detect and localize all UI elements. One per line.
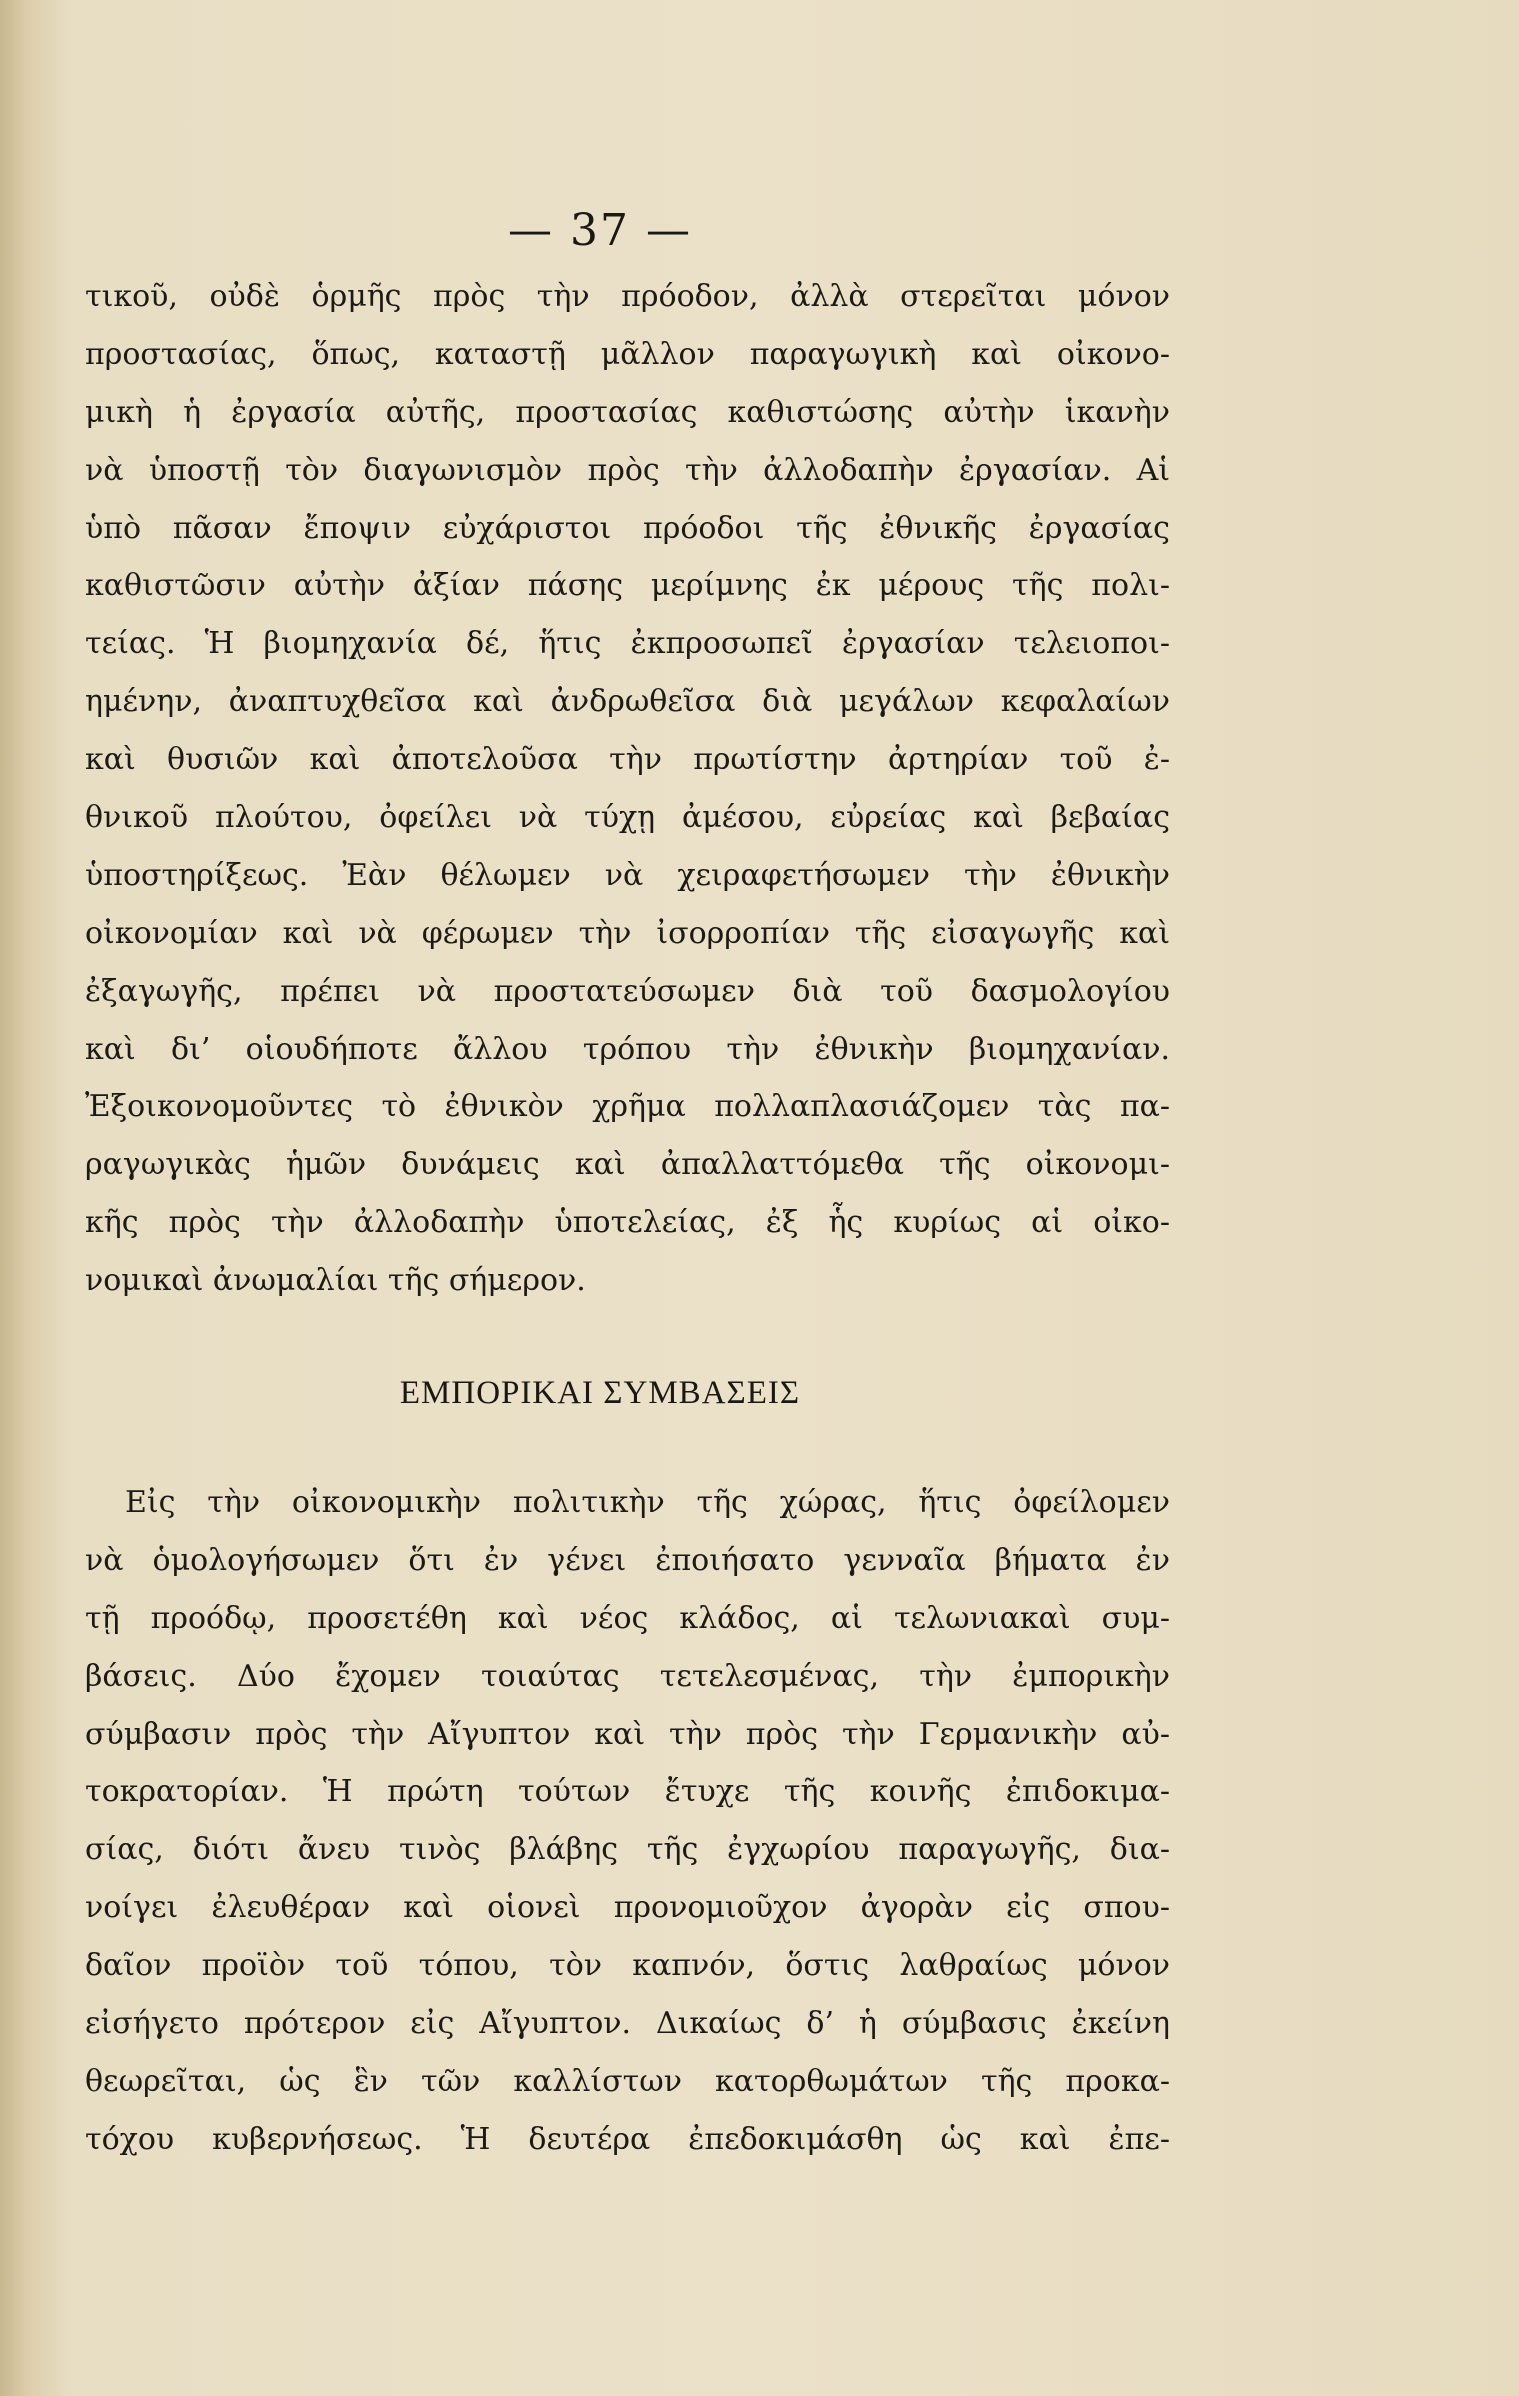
text-line: τοκρατορίαν. Ἡ πρώτη τούτων ἔτυχε τῆς κοινῆς ἐπιδοκιμα- [85,1774,1170,1810]
text-line: ὑποστηρίξεως. Ἐὰν θέλωμεν νὰ χειραφετήσωμεν τὴν ἐθνικὴν [85,857,1170,893]
text-line: τικοῦ, οὐδὲ ὁρμῆς πρὸς τὴν πρόοδον, ἀλλὰ στερεῖται μόνον [85,279,1170,314]
text-line: βάσεις. Δύο ἔχομεν τοιαύτας τετελεσμένας, τὴν ἐμπορικὴν [85,1658,1170,1694]
text-line: εἰσήγετο πρότερον εἰς Αἴγυπτον. Δικαίως δ’ ἡ σύμβασις ἐκείνη [85,2006,1170,2042]
text-line: νομικαὶ ἀνωμαλίαι τῆς σήμερον. [85,1263,586,1299]
text-line: ἐξαγωγῆς, πρέπει νὰ προστατεύσωμεν διὰ τοῦ δασμολογίου [85,973,1170,1009]
text-line: κῆς πρὸς τὴν ἀλλοδαπὴν ὑποτελείας, ἐξ ἧς κυρίως αἱ οἰκο- [85,1205,1170,1241]
text-line: σύμβασιν πρὸς τὴν Αἴγυπτον καὶ τὴν πρὸς τὴν Γερμανικὴν αὐ- [85,1716,1170,1752]
page-number: — 37 — [508,205,692,256]
text-line: νοίγει ἐλευθέραν καὶ οἱονεὶ προνομιοῦχον ἀγορὰν εἰς σπου- [85,1890,1170,1926]
text-line: θεωρεῖται, ὡς ἓν τῶν καλλίστων κατορθωμάτων τῆς προκα- [85,2063,1170,2099]
text-line: σίας, διότι ἄνευ τινὸς βλάβης τῆς ἐγχωρίου παραγωγῆς, δια- [85,1832,1170,1868]
text-line: νὰ ὁμολογήσωμεν ὅτι ἐν γένει ἐποιήσατο γενναῖα βήματα ἐν [85,1542,1170,1578]
text-line: Εἰς τὴν οἰκονομικὴν πολιτικὴν τῆς χώρας, ἥτις ὀφείλομεν [125,1485,1170,1520]
paragraph-trade-agreements [85,1474,1170,2169]
text-line: δαῖον προϊὸν τοῦ τόπου, τὸν καπνόν, ὅστις λαθραίως μόνον [85,1948,1170,1984]
text-line: ημένην, ἀναπτυχθεῖσα καὶ ἀνδρωθεῖσα διὰ μεγάλων κεφαλαίων [85,684,1170,720]
text-line: ὑπὸ πᾶσαν ἔποψιν εὐχάριστοι πρόοδοι τῆς ἐθνικῆς ἐργασίας [85,510,1170,546]
text-line: μικὴ ἡ ἐργασία αὐτῆς, προστασίας καθιστώσης αὐτὴν ἱκανὴν [85,394,1170,430]
text-line: τείας. Ἡ βιομηχανία δέ, ἥτις ἐκπροσωπεῖ ἐργασίαν τελειοποι- [85,626,1170,662]
text-line: θνικοῦ πλούτου, ὀφείλει νὰ τύχῃ ἀμέσου, εὐρείας καὶ βεβαίας [85,800,1170,836]
text-line: οἰκονομίαν καὶ νὰ φέρωμεν τὴν ἰσορροπίαν τῆς εἰσαγωγῆς καὶ [85,915,1170,951]
text-line: καὶ θυσιῶν καὶ ἀποτελοῦσα τὴν πρωτίστην ἀρτηρίαν τοῦ ἐ- [85,742,1170,778]
text-line: νὰ ὑποστῇ τὸν διαγωνισμὸν πρὸς τὴν ἀλλοδαπὴν ἐργασίαν. Αἱ [85,452,1170,488]
text-line: ραγωγικὰς ἡμῶν δυνάμεις καὶ ἀπαλλαττόμεθα τῆς οἰκονομι- [85,1147,1170,1183]
text-line: τόχου κυβερνήσεως. Ἡ δευτέρα ἐπεδοκιμάσθη ὡς καὶ ἐπε- [85,2121,1170,2157]
text-line: καθιστῶσιν αὐτὴν ἀξίαν πάσης μερίμνης ἐκ μέρους τῆς πολι- [85,568,1170,604]
text-line: προστασίας, ὅπως, καταστῇ μᾶλλον παραγωγικὴ καὶ οἰκονο- [85,336,1170,372]
text-line: Ἐξοικονομοῦντες τὸ ἐθνικὸν χρῆμα πολλαπλασιάζομεν τὰς πα- [85,1089,1170,1125]
text-line: τῇ προόδῳ, προσετέθη καὶ νέος κλάδος, αἱ τελωνιακαὶ συμ- [85,1600,1170,1636]
text-line: καὶ δι’ οἱουδήποτε ἄλλου τρόπου τὴν ἐθνικὴν βιομηχανίαν. [85,1031,1170,1067]
paragraph-industry-protection [85,268,1170,1310]
section-heading: ΕΜΠΟΡΙΚΑΙ ΣΥΜΒΑΣΕΙΣ [399,1375,801,1411]
